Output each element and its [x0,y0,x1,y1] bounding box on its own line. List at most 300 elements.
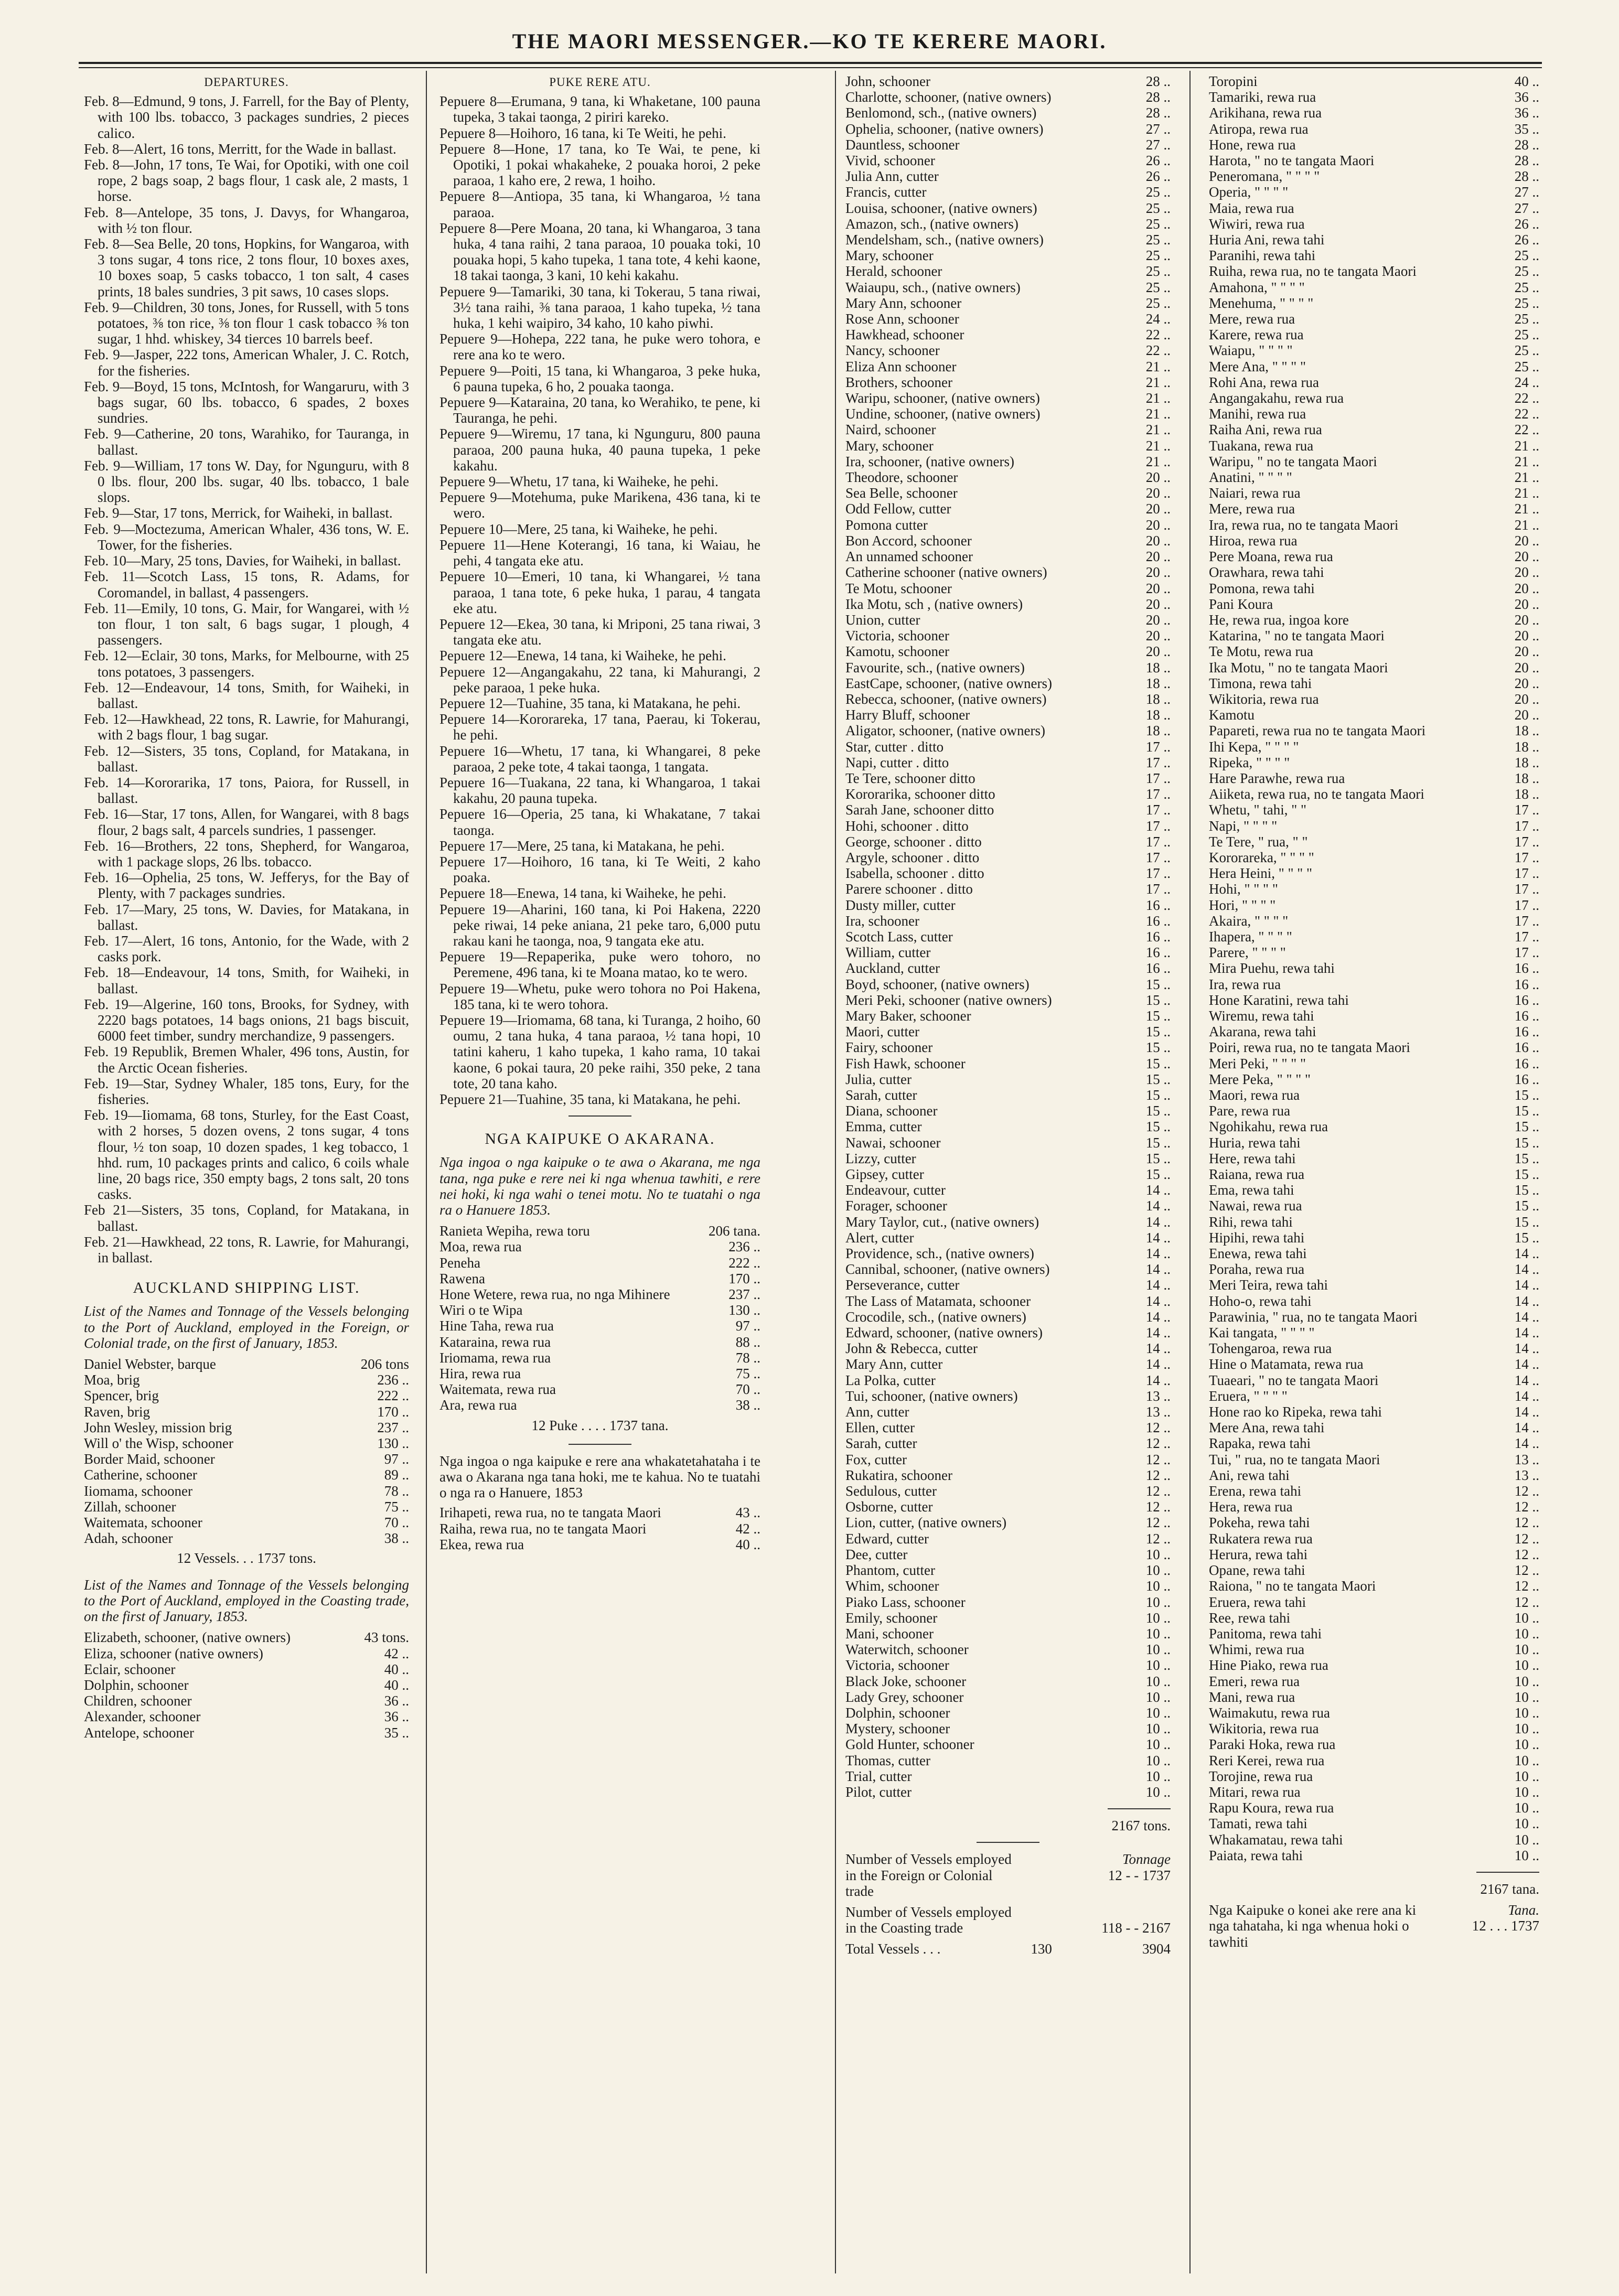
vessel-tonnage: 10 .. [1145,1594,1171,1610]
departure-entry: Pepuere 10—Emeri, 10 tana, ki Whangarei, ½ tana paraoa, 1 tana tote, 6 peke huka, 1 parau, 4 tangata eke atu. [439,568,760,616]
vessel-tonnage: 14 .. [1514,1435,1539,1452]
vessel-tonnage: 15 .. [1145,1071,1171,1087]
vessel-name: John & Rebecca, cutter [845,1340,978,1357]
vessel-row [845,327,1171,342]
vessel-name: Endeavour, cutter [845,1182,946,1198]
vessel-name: Kororareka, " " " " [1209,849,1314,865]
vessel-name: Raiana, rewa rua [1209,1166,1305,1183]
vessel-row [1209,992,1539,1008]
vessel-row [845,1008,1171,1024]
vessel-row [1209,850,1539,865]
vessel-tonnage: 42 .. [735,1520,760,1537]
vessel-name: Mendelsham, sch., (native owners) [845,232,1044,248]
vessel-tonnage: 14 .. [1145,1229,1171,1246]
departure-entry: Feb. 8—Sea Belle, 20 tons, Hopkins, for Wangaroa, with 3 tons sugar, 4 tons rice, 2 tons flour, 10 boxes axes, 10 boxes soap, 5 casks tobacco, 1 ton salt, 4 cases prints, 18 bales sundries, 3 pit saws, 10 cases slops. [84,236,409,299]
vessel-name: Pani Koura [1209,596,1273,612]
vessel-name: Rukatera rewa rua [1209,1530,1313,1547]
vessel-name: Huria, rewa tahi [1209,1134,1301,1151]
vessel-tonnage: 27 .. [1145,136,1171,153]
vessel-row [1209,1230,1539,1246]
vessel-row [84,1356,409,1372]
vessel-name: Sarah, cutter [845,1087,917,1103]
vessel-tonnage: 12 .. [1514,1578,1539,1594]
vessel-row [845,1230,1171,1246]
vessel-row [845,1135,1171,1151]
vessel-tonnage: 20 .. [1145,549,1171,565]
vessel-row [84,1467,409,1483]
vessel-row [845,1515,1171,1530]
vessel-tonnage: 20 .. [1514,628,1539,644]
vessel-name: Victoria, schooner [845,628,949,644]
vessel-row [845,1483,1171,1499]
vessel-row [1209,723,1539,738]
vessel-row [845,1246,1171,1261]
vessel-row [845,1372,1171,1388]
vessel-tonnage: 12 .. [1145,1420,1171,1436]
vessel-tonnage: 27 .. [1514,200,1539,216]
vessel-row [845,263,1171,279]
vessel-name: Enewa, rewa tahi [1209,1246,1307,1262]
vessel-tonnage: 20 .. [1514,707,1539,723]
departure-entry: Pepuere 9—Tamariki, 30 tana, ki Tokerau, 5 tana riwai, 3½ tana raihi, ⅜ tana paraoa, 1 kaho tupeka, ½ tana huka, 1 kehi waipiro, 34 kaho, 10 kaho piwhi. [439,283,760,331]
vessel-name: Rohi Ana, rewa rua [1209,374,1319,390]
departure-entry: Pepuere 9—Motehuma, puke Marikena, 436 tana, ki te wero. [439,489,760,521]
vessel-row [1209,1848,1539,1863]
vessel-tonnage: 14 .. [1145,1325,1171,1341]
vessel-row [1209,739,1539,755]
vessel-row [439,1366,760,1381]
vessel-tonnage: 15 .. [1514,1198,1539,1214]
vessel-tonnage: 222 .. [728,1254,760,1271]
vessel-row [845,1452,1171,1467]
vessel-row [845,929,1171,945]
vessel-name: Waripu, " no te tangata Maori [1209,453,1377,469]
vessel-tonnage: 10 .. [1514,1768,1539,1784]
vessel-row [1209,454,1539,469]
vessel-row [845,977,1171,992]
vessel-tonnage: 18 .. [1145,691,1171,707]
vessel-list [845,73,1171,1800]
vessel-tonnage: 15 .. [1145,1119,1171,1135]
vessel-row [845,802,1171,818]
section-heading: DEPARTURES. [204,76,289,89]
vessel-tonnage: 16 .. [1514,1007,1539,1024]
vessel-name: Peneha [439,1254,480,1271]
vessel-name: Rawena [439,1270,485,1286]
vessel-row [845,438,1171,454]
vessel-name: Edward, schooner, (native owners) [845,1325,1043,1341]
vessel-tonnage: 10 .. [1145,1625,1171,1641]
vessel-name: Nawai, schooner [845,1134,941,1151]
vessel-name: Iiomama, schooner [84,1483,192,1499]
vessel-name: Lady Grey, schooner [845,1689,964,1705]
summary-head: Tana. [1508,1902,1539,1918]
total-line: 2167 tons. [1111,1818,1171,1834]
vessel-name: John, schooner [845,73,930,89]
column-divider [835,71,836,2273]
vessel-tonnage: 16 .. [1514,1055,1539,1071]
vessel-tonnage: 15 .. [1145,1024,1171,1040]
vessel-name: Ann, cutter [845,1404,909,1420]
departure-entry: Pepuere 8—Hoihoro, 16 tana, ki Te Weiti, he pehi. [439,125,726,141]
vessel-name: Hine Piako, rewa rua [1209,1657,1328,1673]
vessel-tonnage: 20 .. [1145,485,1171,501]
summary-label: Number of Vessels employed in the Foreign or Colonial trade [845,1851,1012,1899]
vessel-tonnage: 28 .. [1145,105,1171,121]
vessel-row [1209,1277,1539,1293]
vessel-name: Toropini [1209,73,1258,89]
vessel-name: Erena, rewa tahi [1209,1483,1302,1499]
vessel-name: Raiha Ani, rewa rua [1209,422,1322,438]
vessel-name: Meri Peki, " " " " [1209,1055,1306,1071]
vessel-tonnage: 21 .. [1145,374,1171,390]
vessel-tonnage: 36 .. [384,1693,409,1709]
vessel-name: Francis, cutter [845,184,927,200]
vessel-row [84,1677,409,1693]
vessel-name: Charlotte, schooner, (native owners) [845,89,1052,105]
vessel-row [845,89,1171,105]
vessel-tonnage: 12 .. [1145,1451,1171,1467]
vessel-tonnage: 26 .. [1514,216,1539,232]
vessel-tonnage: 22 .. [1145,342,1171,359]
vessel-name: Eruera, " " " " [1209,1388,1288,1404]
vessel-name: Gipsey, cutter [845,1166,924,1183]
vessel-row [1209,533,1539,549]
vessel-row [1209,73,1539,89]
vessel-name: Julia Ann, cutter [845,168,939,185]
departure-entry: Feb. 9—William, 17 tons W. Day, for Ngunguru, with 8 0 lbs. flour, 200 lbs. sugar, 40 lbs. tobacco, 1 bale slops. [84,457,409,506]
departure-entry: Pepuere 19—Aharini, 160 tana, ki Poi Hakena, 2220 peke riwai, 14 peke aniana, 21 peke taro, 6,000 putu rakau kani he taonga, noa, 9 tangata eke atu. [439,901,760,949]
vessel-tonnage: 20 .. [1514,580,1539,596]
vessel-name: Ree, rewa tahi [1209,1610,1291,1626]
vessel-name: Rapu Koura, rewa rua [1209,1800,1334,1816]
vessel-tonnage: 14 .. [1145,1356,1171,1372]
vessel-name: Gold Hunter, schooner [845,1736,974,1753]
vessel-name: Raiha, rewa rua, no te tangata Maori [439,1520,647,1537]
vessel-name: Naiari, rewa rua [1209,485,1301,501]
departure-entry: Feb. 19—Iiomama, 68 tons, Sturley, for the East Coast, with 2 horses, 5 dozen ovens, 2 tons sugar, 4 tons flour, ½ ton soap, 10 dozen spades, 1 keg tobacco, 1 hhd. rum, 10 packages prints and calico, 6 coils whale line, 20 bags rice, 350 empty bags, 2 tons salt, 20 tons casks. [84,1107,409,1203]
vessel-row [1209,1641,1539,1657]
vessel-name: Herura, rewa tahi [1209,1546,1308,1562]
vessel-row [1209,549,1539,564]
vessel-name: Daniel Webster, barque [84,1356,216,1372]
vessel-row [845,1166,1171,1182]
vessel-row [845,786,1171,802]
vessel-tonnage: 17 .. [1514,945,1539,961]
vessel-name: Whakamatau, rewa tahi [1209,1831,1343,1848]
vessel-row [1209,1372,1539,1388]
vessel-name: Rihi, rewa tahi [1209,1214,1293,1230]
vessel-tonnage: 21 .. [1514,453,1539,469]
vessel-row [1209,913,1539,929]
departure-entry: Feb. 16—Star, 17 tons, Allen, for Wangarei, with 8 bags flour, 2 bags salt, 4 parcels sundries, 1 passenger. [84,806,409,838]
vessel-tonnage: 20 .. [1145,469,1171,486]
vessel-tonnage: 10 .. [1514,1704,1539,1721]
vessel-row [845,517,1171,533]
vessel-tonnage: 20 .. [1514,659,1539,675]
separator [977,1842,1039,1843]
vessel-row [1209,1008,1539,1024]
vessel-name: Favourite, sch., (native owners) [845,659,1025,675]
summary-head: Tonnage [1122,1851,1171,1868]
departure-entry: Pepuere 9—Whetu, 17 tana, ki Waiheke, he pehi. [439,474,719,490]
vessel-tonnage: 22 .. [1514,390,1539,406]
vessel-name: Napi, " " " " [1209,818,1278,834]
vessel-name: William, cutter [845,945,931,961]
vessel-row [845,1087,1171,1103]
vessel-name: Naird, schooner [845,422,936,438]
vessel-name: Moa, brig [84,1372,140,1388]
vessel-name: Border Maid, schooner [84,1451,215,1467]
vessel-name: Theodore, schooner [845,469,958,486]
vessel-name: La Polka, cutter [845,1372,936,1388]
vessel-tonnage: 20 .. [1145,564,1171,581]
vessel-tonnage: 17 .. [1145,738,1171,755]
vessel-row [1209,1562,1539,1578]
vessel-row [1209,1340,1539,1356]
vessel-row [845,818,1171,834]
vessel-row [1209,1657,1539,1673]
vessel-tonnage: 15 .. [1145,1150,1171,1166]
vessel-name: Iriomama, rewa rua [439,1349,551,1366]
vessel-tonnage: 24 .. [1145,311,1171,327]
vessel-tonnage: 10 .. [1145,1562,1171,1579]
vessel-row [1209,755,1539,770]
departure-entry: Pepuere 19—Whetu, puke wero tohora no Poi Hakena, 185 tana, ki te wero tohora. [439,980,760,1012]
departure-entry: Pepuere 8—Erumana, 9 tana, ki Whaketane, 100 pauna tupeka, 3 takai taonga, 2 piriri kareko. [439,93,760,125]
vessel-name: Waimakutu, rewa rua [1209,1704,1330,1721]
vessel-name: EastCape, schooner, (native owners) [845,675,1053,691]
vessel-name: Sarah Jane, schooner ditto [845,802,994,818]
departure-entry: Feb. 12—Endeavour, 14 tons, Smith, for Waiheki, in ballast. [84,679,409,711]
vessel-tonnage: 20 .. [1514,532,1539,549]
vessel-name: Ani, rewa tahi [1209,1467,1290,1483]
vessel-tonnage: 15 .. [1514,1166,1539,1183]
vessel-name: Pomona, rewa tahi [1209,580,1315,596]
vessel-name: Te Motu, schooner [845,580,952,596]
departure-entry: Feb. 9—Boyd, 15 tons, McIntosh, for Wangaruru, with 3 bags sugar, 60 lbs. tobacco, 6 spades, 2 boxes sundries. [84,378,409,426]
vessel-row [1209,153,1539,168]
vessel-row [84,1629,409,1645]
vessel-name: Hine o Matamata, rewa rua [1209,1356,1364,1372]
vessel-row [1209,1388,1539,1404]
vessel-tonnage: 14 .. [1145,1372,1171,1388]
vessel-name: Wiri o te Wipa [439,1302,523,1318]
vessel-row [439,1271,760,1286]
separator [569,1444,631,1445]
summary-row [1209,1902,1539,1950]
vessel-row [1209,342,1539,358]
vessel-row [84,1499,409,1515]
vessel-name: Te Tere, schooner ditto [845,770,975,786]
vessel-tonnage: 18 .. [1145,707,1171,723]
vessel-row [845,1119,1171,1134]
vessel-row [1209,770,1539,786]
vessel-tonnage: 12 .. [1145,1483,1171,1499]
vessel-name: Poraha, rewa rua [1209,1261,1305,1278]
vessel-tonnage: 10 .. [1145,1578,1171,1594]
vessel-row [845,723,1171,738]
vessel-name: Opane, rewa tahi [1209,1562,1305,1579]
vessel-tonnage: 236 .. [377,1372,409,1388]
vessel-row [84,1420,409,1435]
vessel-row [845,359,1171,374]
vessel-tonnage: 28 .. [1145,89,1171,105]
vessel-row [845,992,1171,1008]
vessel-name: Atiropa, rewa rua [1209,121,1309,137]
vessel-name: Rapaka, rewa tahi [1209,1435,1311,1452]
vessel-tonnage: 27 .. [1514,184,1539,200]
vessel-row [1209,1356,1539,1372]
vessel-list [439,1223,760,1413]
vessel-tonnage: 14 .. [1514,1308,1539,1325]
vessel-row [1209,834,1539,850]
vessel-row [1209,1721,1539,1736]
vessel-tonnage: 15 .. [1145,1166,1171,1183]
vessel-row [845,374,1171,390]
vessel-tonnage: 14 .. [1145,1246,1171,1262]
vessel-tonnage: 10 .. [1145,1641,1171,1658]
vessel-name: Kamotu [1209,707,1255,723]
vessel-row [845,454,1171,469]
vessel-row [845,850,1171,865]
vessel-row [845,406,1171,422]
vessel-row [1209,1467,1539,1483]
vessel-tonnage: 24 .. [1514,374,1539,390]
vessel-name: Ara, rewa rua [439,1397,517,1413]
vessel-tonnage: 10 .. [1514,1800,1539,1816]
vessel-tonnage: 20 .. [1514,596,1539,612]
vessel-name: Louisa, schooner, (native owners) [845,200,1037,216]
vessel-name: Star, cutter . ditto [845,738,944,755]
vessel-tonnage: 17 .. [1145,818,1171,834]
departure-entry: Feb 21—Sisters, 35 tons, Copland, for Matakana, in ballast. [84,1202,409,1234]
vessel-tonnage: 14 .. [1514,1420,1539,1436]
vessel-tonnage: 21 .. [1514,437,1539,454]
vessel-tonnage: 18 .. [1514,738,1539,755]
vessel-tonnage: 130 .. [728,1302,760,1318]
vessel-row [1209,1103,1539,1119]
vessel-tonnage: 14 .. [1145,1214,1171,1230]
vessel-row [84,1435,409,1451]
vessel-name: Hone rao ko Ripeka, rewa tahi [1209,1404,1382,1420]
vessel-row [1209,517,1539,533]
vessel-name: Arikihana, rewa rua [1209,105,1322,121]
vessel-tonnage: 170 .. [728,1270,760,1286]
vessel-row [845,1721,1171,1736]
vessel-name: Undine, schooner, (native owners) [845,406,1041,422]
vessel-row [845,1626,1171,1641]
vessel-name: Kororarika, schooner ditto [845,786,995,802]
vessel-tonnage: 35 .. [1514,121,1539,137]
departure-entry: Pepuere 19—Repaperika, puke wero tohoro, no Peremene, 496 tana, ki te Moana matao, ko te wero. [439,949,760,981]
vessel-tonnage: 20 .. [1145,628,1171,644]
vessel-row [84,1530,409,1546]
vessel-row [1209,1166,1539,1182]
vessel-tonnage: 14 .. [1145,1182,1171,1198]
vessel-row [1209,1753,1539,1768]
vessel-name: Wiwiri, rewa rua [1209,216,1305,232]
vessel-tonnage: 36 .. [1514,105,1539,121]
vessel-name: Hoho-o, rewa tahi [1209,1293,1312,1309]
vessel-name: Providence, sch., (native owners) [845,1246,1034,1262]
vessel-tonnage: 14 .. [1145,1308,1171,1325]
intro-text: Nga ingoa o nga kaipuke o te awa o Akarana, me nga tana, nga puke e rere nei ki nga whenua tawhiti, e rere nei hoki, ki nga wahi o tenei motu. No te tuatahi o nga ra o Hanuere 1853. [439,1154,760,1218]
vessel-tonnage: 17 .. [1514,802,1539,818]
vessel-row [1209,960,1539,976]
vessel-tonnage: 18 .. [1145,723,1171,739]
vessel-row [845,865,1171,881]
vessel-row [845,1182,1171,1198]
vessel-row [845,1641,1171,1657]
vessel-tonnage: 10 .. [1514,1736,1539,1753]
departure-entry: Pepuere 12—Enewa, 14 tana, ki Waiheke, he pehi. [439,648,726,664]
vessel-row [845,1435,1171,1451]
vessel-tonnage: 18 .. [1145,659,1171,675]
vessel-row [1209,707,1539,723]
departure-entry: Feb. 9—Catherine, 20 tons, Warahiko, for Tauranga, in ballast. [84,426,409,458]
vessel-name: Ira, schooner, (native owners) [845,453,1015,469]
vessel-row [845,1705,1171,1721]
vessel-row [1209,1800,1539,1816]
vessel-row [84,1515,409,1530]
vessel-row [1209,216,1539,232]
vessel-tonnage: 26 .. [1145,168,1171,185]
vessel-tonnage: 15 .. [1514,1134,1539,1151]
vessel-tonnage: 14 .. [1514,1246,1539,1262]
vessel-name: Perseverance, cutter [845,1277,960,1293]
departure-entry: Feb. 8—Antelope, 35 tons, J. Davys, for Whangaroa, with ½ ton flour. [84,204,409,236]
departure-entry: Feb. 16—Ophelia, 25 tons, W. Jefferys, for the Bay of Plenty, with 7 packages sundries. [84,870,409,902]
vessel-name: Ripeka, " " " " [1209,754,1290,770]
vessel-name: Phantom, cutter [845,1562,935,1579]
summary-table [845,1851,1171,1936]
vessel-row [845,1499,1171,1515]
vessel-name: Mary, schooner [845,248,934,264]
departure-entry: Feb. 9—Children, 30 tons, Jones, for Russell, with 5 tons potatoes, ⅜ ton rice, ⅜ ton flour 1 cask tobacco ⅜ ton sugar, 1 hhd. whiskey, 34 tierces 10 barrels beef. [84,299,409,347]
vessel-tonnage: 21 .. [1514,485,1539,501]
vessel-row [439,1350,760,1366]
vessel-name: Paiata, rewa tahi [1209,1847,1303,1863]
vessel-tonnage: 21 .. [1145,453,1171,469]
vessel-tonnage: 97 .. [735,1318,760,1334]
vessel-name: Auckland, cutter [845,960,940,977]
vessel-row [1209,1547,1539,1562]
vessel-name: Edward, cutter [845,1530,929,1547]
vessel-name: Angangakahu, rewa rua [1209,390,1344,406]
vessel-tonnage: 13 .. [1145,1388,1171,1404]
vessel-row [1209,1435,1539,1451]
vessel-tonnage: 14 .. [1145,1261,1171,1278]
vessel-name: Pokeha, rewa tahi [1209,1515,1310,1531]
vessel-name: Vivid, schooner [845,153,935,169]
vessel-row [845,200,1171,216]
vessel-tonnage: 20 .. [1145,643,1171,660]
departure-entry: Feb. 16—Brothers, 22 tons, Shepherd, for Wangaroa, with 1 package slops, 26 lbs. tobacco. [84,838,409,870]
header-rule [79,62,1542,64]
vessel-row [84,1693,409,1709]
vessel-tonnage: 10 .. [1145,1784,1171,1800]
vessel-row [845,960,1171,976]
vessel-tonnage: 10 .. [1145,1546,1171,1562]
vessel-name: Dolphin, schooner [84,1677,189,1693]
intro-text: List of the Names and Tonnage of the Vessels belonging to the Port of Auckland, employed in the Coasting trade, on the first of January, 1853. [84,1576,409,1625]
vessel-tonnage: 35 .. [384,1724,409,1741]
vessel-tonnage: 20 .. [1145,596,1171,612]
vessel-row [1209,1832,1539,1848]
vessel-tonnage: 27 .. [1145,121,1171,137]
vessel-name: Whetu, " tahi, " " [1209,802,1307,818]
